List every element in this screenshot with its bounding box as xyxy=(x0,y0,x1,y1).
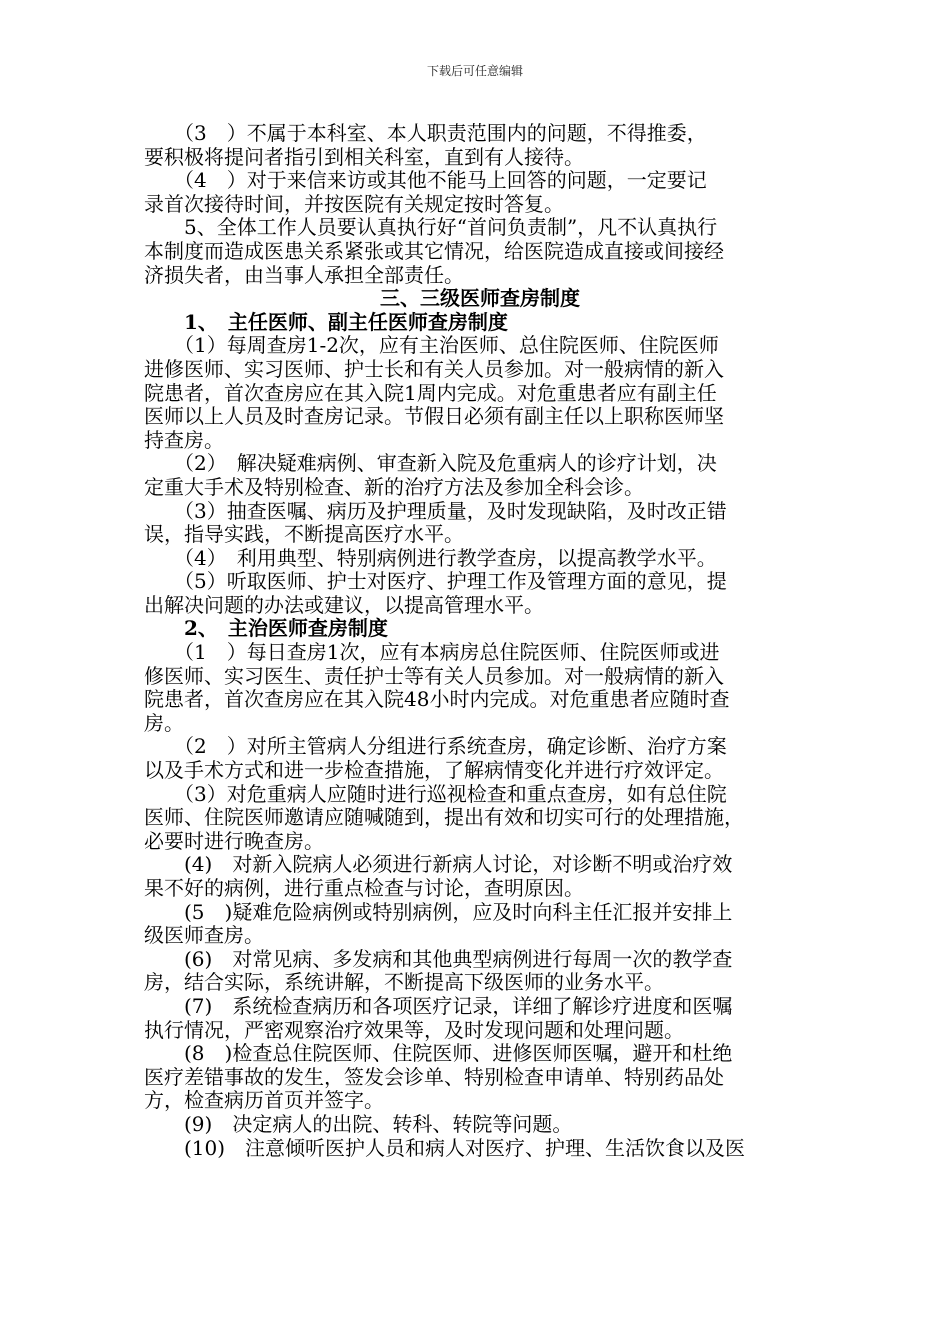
body-line: 出解决问题的办法或建议，以提高管理水平。 xyxy=(144,592,544,617)
body-line: 修医师、实习医生、责任护士等有关人员参加。对一般病情的新入 xyxy=(144,663,724,688)
body-line: 必要时进行晚查房。 xyxy=(144,828,324,853)
body-line: （1 ）每日查房1次，应有本病房总住院医师、住院医师或进 xyxy=(144,640,720,665)
body-line: 院患者，首次查房应在其入院1周内完成。对危重患者应有副主任 xyxy=(144,380,717,405)
body-line: 5、全体工作人员要认真执行好“首问负责制”，凡不认真执行 xyxy=(144,215,718,240)
body-line: 医疗差错事故的发生，签发会诊单、特别检查申请单、特别药品处 xyxy=(144,1064,724,1089)
document-body xyxy=(144,122,816,1160)
body-line: (7) 系统检查病历和各项医疗记录，详细了解诊疗进度和医嘱 xyxy=(144,993,733,1018)
body-line: 要积极将提问者指引到相关科室，直到有人接待。 xyxy=(144,144,584,169)
body-line: 房。 xyxy=(144,710,184,735)
body-line: (6) 对常见病、多发病和其他典型病例进行每周一次的教学查 xyxy=(144,946,733,971)
body-line: (8 )检查总住院医师、住院医师、进修医师医嘱，避开和杜绝 xyxy=(144,1041,733,1066)
body-line: 本制度而造成医患关系紧张或其它情况，给医院造成直接或间接经 xyxy=(144,238,724,263)
body-line: 误，指导实践，不断提高医疗水平。 xyxy=(144,522,464,547)
subsection-heading: 1、 主任医师、副主任医师查房制度 xyxy=(144,309,508,334)
body-line: （5）听取医师、护士对医疗、护理工作及管理方面的意见，提 xyxy=(144,569,727,594)
subsection-heading: 2、 主治医师查房制度 xyxy=(144,616,388,641)
body-line: 院患者，首次查房应在其入院48小时内完成。对危重患者应随时查 xyxy=(144,687,730,712)
body-line: （4） 利用典型、特别病例进行教学查房，以提高教学水平。 xyxy=(144,545,717,570)
body-line: 录首次接待时间，并按医院有关规定按时答复。 xyxy=(144,191,564,216)
body-line: (9) 决定病人的出院、转科、转院等问题。 xyxy=(144,1111,573,1136)
body-line: （2） 解决疑难病例、审查新入院及危重病人的诊疗计划，决 xyxy=(144,451,717,476)
body-line: (4) 对新入院病人必须进行新病人讨论，对诊断不明或治疗效 xyxy=(144,852,733,877)
page-header: 下载后可任意编辑 xyxy=(426,64,523,78)
body-line: 定重大手术及特别检查、新的治疗方法及参加全科会诊。 xyxy=(144,474,644,499)
body-line: 以及手术方式和进一步检查措施，了解病情变化并进行疗效评定。 xyxy=(144,758,724,783)
body-line: (5 )疑难危险病例或特别病例，应及时向科主任汇报并安排上 xyxy=(144,899,733,924)
body-line: 级医师查房。 xyxy=(144,923,264,948)
body-line: 进修医师、实习医师、护士长和有关人员参加。对一般病情的新入 xyxy=(144,356,724,381)
body-line: （4 ）对于来信来访或其他不能马上回答的问题，一定要记 xyxy=(144,168,707,193)
body-line: （3 ）不属于本科室、本人职责范围内的问题，不得推委， xyxy=(144,121,707,145)
body-line: 方，检查病历首页并签字。 xyxy=(144,1088,384,1113)
body-line: （3）对危重病人应随时进行巡视检查和重点查房，如有总住院 xyxy=(144,781,727,806)
body-line: 执行情况，严密观察治疗效果等，及时发现问题和处理问题。 xyxy=(144,1017,684,1042)
body-line: 房，结合实际，系统讲解，不断提高下级医师的业务水平。 xyxy=(144,970,664,995)
body-line: (10) 注意倾听医护人员和病人对医疗、护理、生活饮食以及医 xyxy=(144,1135,746,1160)
body-line: 果不好的病例，进行重点检查与讨论，查明原因。 xyxy=(144,876,584,900)
body-line: （1）每周查房1-2次，应有主治医师、总住院医师、住院医师 xyxy=(144,333,719,358)
body-line: （3）抽查医嘱、病历及护理质量，及时发现缺陷，及时改正错 xyxy=(144,498,727,523)
body-line: 医师、住院医师邀请应随喊随到，提出有效和切实可行的处理措施， xyxy=(144,805,744,830)
section-heading: 三、三级医师查房制度 xyxy=(380,286,580,311)
body-line: 医师以上人员及时查房记录。节假日必须有副主任以上职称医师坚 xyxy=(144,404,724,429)
body-line: 济损失者，由当事人承担全部责任。 xyxy=(144,262,464,287)
body-line: （2 ）对所主管病人分组进行系统查房，确定诊断、治疗方案 xyxy=(144,734,727,759)
body-line: 持查房。 xyxy=(144,427,224,452)
